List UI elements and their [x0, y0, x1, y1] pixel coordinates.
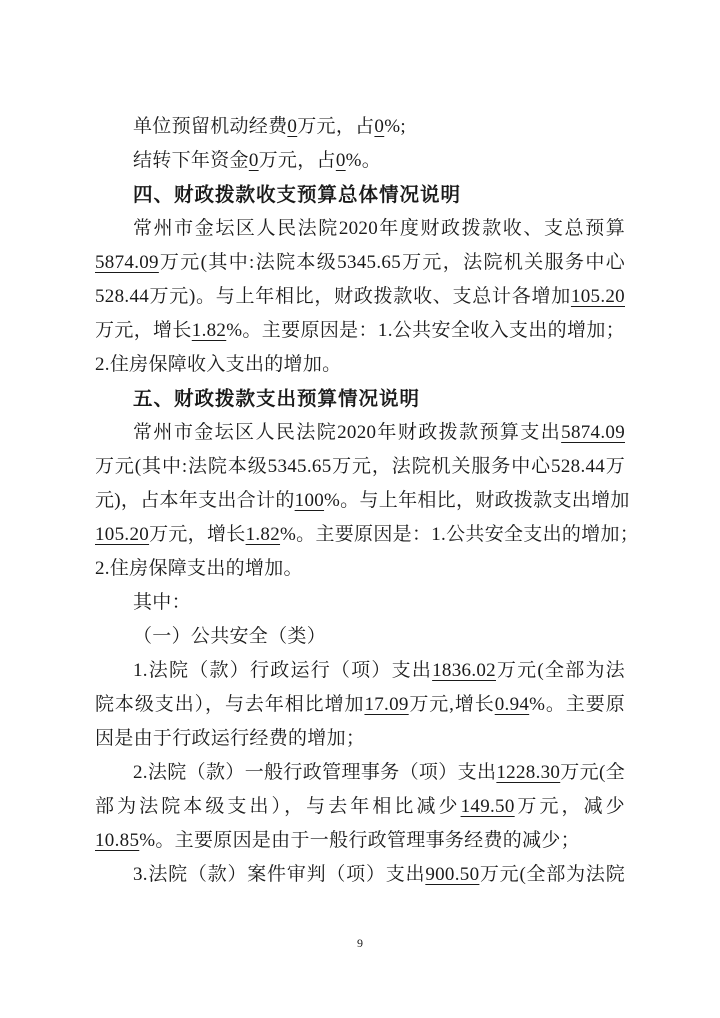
text-segment: （一）公共安全（类）: [133, 626, 327, 647]
text-segment: 万元(全部为法院: [479, 864, 625, 885]
heading-section-4: [95, 178, 625, 212]
para-section-4-line-4: [95, 314, 625, 348]
text-segment: 万元，占: [258, 150, 336, 171]
text-segment: 2.住房保障收入支出的增加。: [95, 354, 342, 375]
text-segment: 万元(全: [560, 762, 625, 783]
underlined-value: 105.20: [570, 286, 625, 307]
para-section-4-line-2: [95, 246, 625, 280]
para-section-5-line-1: [95, 416, 625, 450]
underlined-value: 149.50: [460, 796, 515, 817]
text-segment: %。与上年相比，财政拨款支出增加: [324, 490, 630, 511]
para-section-5-line-2: [95, 450, 625, 484]
text-segment: 常州市金坛区人民法院2020年度财政拨款收、支总预算: [133, 218, 625, 239]
line-carryover-funds: [95, 144, 625, 178]
underlined-value: 0.94: [494, 694, 530, 715]
page-number: 9: [357, 936, 363, 950]
item-2-line-2: [95, 790, 625, 824]
text-segment: 院本级支出），与去年相比增加: [95, 694, 365, 715]
underlined-value: 0: [335, 150, 346, 171]
underlined-value: 105.20: [95, 524, 150, 545]
underlined-value: 0: [287, 116, 298, 137]
line-category-public-security: [95, 620, 625, 654]
text-segment: 万元(其中:法院本级5345.65万元，法院机关服务中心528.44万: [95, 456, 625, 477]
para-section-5-line-3: [95, 484, 630, 518]
item-1-line-1: [95, 654, 625, 688]
underlined-value: 0: [374, 116, 385, 137]
underlined-value: 17.09: [364, 694, 409, 715]
underlined-value: 900.50: [425, 864, 480, 885]
item-2-line-3: [95, 824, 625, 858]
text-segment: 万元，占: [297, 116, 375, 137]
underlined-value: 5874.09: [561, 422, 625, 443]
text-segment: 万元，增长: [149, 524, 246, 545]
text-segment: 四、财政拨款收支预算总体情况说明: [133, 184, 462, 206]
underlined-value: 1.82: [191, 320, 227, 341]
text-segment: 2.住房保障支出的增加。: [95, 558, 303, 579]
text-segment: 3.法院（款）案件审判（项）支出: [133, 864, 426, 885]
para-section-4-line-5: [95, 348, 625, 382]
text-segment: %。主要原: [529, 694, 625, 715]
text-segment: 元)，占本年支出合计的: [95, 490, 295, 511]
text-segment: 其中：: [133, 592, 191, 613]
underlined-value: 10.85: [95, 830, 140, 851]
text-segment: 万元(全部为法: [495, 660, 625, 681]
text-segment: %。主要原因是：1.公共安全支出的增加；: [280, 524, 640, 545]
underlined-value: 1.82: [245, 524, 281, 545]
underlined-value: 0: [248, 150, 259, 171]
para-section-5-line-4: [95, 518, 640, 552]
text-segment: 五、财政拨款支出预算情况说明: [133, 388, 421, 410]
line-among-which: [95, 586, 625, 620]
para-section-4-line-3: [95, 280, 625, 314]
para-section-5-line-5: [95, 552, 625, 586]
text-segment: %。主要原因是：1.公共安全收入支出的增加；: [226, 320, 625, 341]
text-segment: 万元,增长: [408, 694, 495, 715]
para-section-4-line-1: [95, 212, 625, 246]
text-segment: 2.法院（款）一般行政管理事务（项）支出: [133, 762, 497, 783]
text-segment: 万元(其中:法院本级5345.65万元，法院机关服务中心: [158, 252, 625, 273]
item-1-line-2: [95, 688, 625, 722]
text-segment: 528.44万元)。与上年相比，财政拨款收、支总计各增加: [95, 286, 571, 307]
text-segment: %;: [384, 116, 406, 137]
heading-section-5: [95, 382, 625, 416]
text-segment: 单位预留机动经费: [133, 116, 288, 137]
item-3-line-1: [95, 858, 625, 892]
text-segment: 部为法院本级支出），与去年相比减少: [95, 796, 461, 817]
item-2-line-1: [95, 756, 625, 790]
text-segment: 万元，减少: [514, 796, 625, 817]
item-1-line-3: [95, 722, 625, 756]
text-segment: %。主要原因是由于一般行政管理事务经费的减少；: [139, 830, 580, 851]
text-segment: 常州市金坛区人民法院2020年财政拨款预算支出: [133, 422, 562, 443]
text-segment: 万元，增长: [95, 320, 192, 341]
text-segment: 因是由于行政运行经费的增加；: [95, 728, 366, 749]
text-segment: %。: [345, 150, 382, 171]
underlined-value: 1836.02: [432, 660, 496, 681]
text-segment: 结转下年资金: [133, 150, 249, 171]
underlined-value: 5874.09: [95, 252, 159, 273]
document-body: [95, 110, 640, 892]
text-segment: 1.法院（款）行政运行（项）支出: [133, 660, 433, 681]
underlined-value: 100: [294, 490, 325, 511]
underlined-value: 1228.30: [496, 762, 561, 783]
line-reserved-operating-funds: [95, 110, 625, 144]
